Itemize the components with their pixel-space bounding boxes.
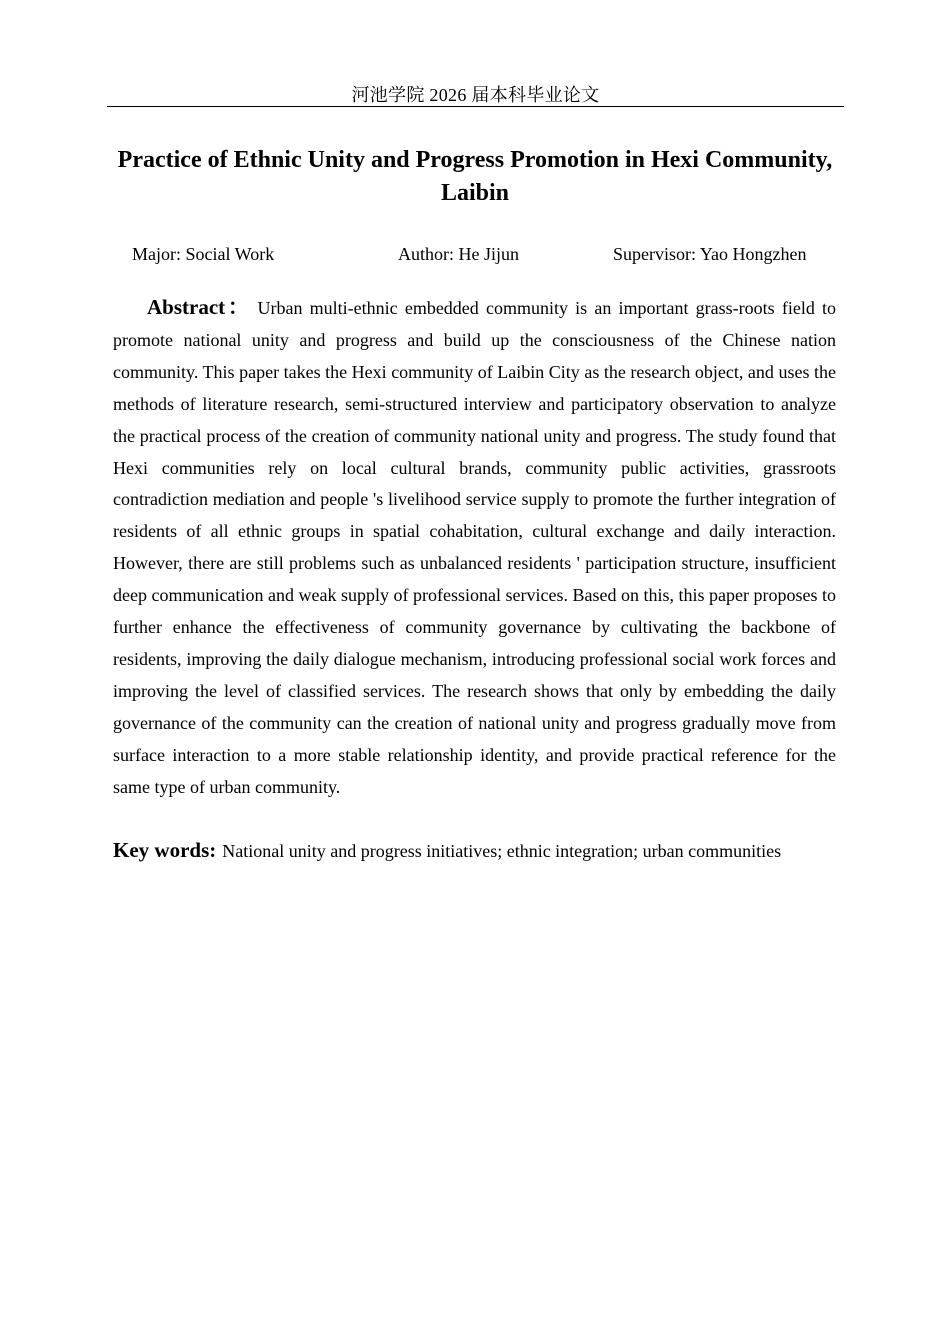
supervisor-line: Supervisor: Yao Hongzhen xyxy=(613,244,807,264)
running-header: 河池学院 2026 届本科毕业论文 xyxy=(351,85,600,105)
keywords-text: National unity and progress initiatives; ethnic integration; urban communities xyxy=(222,841,782,861)
abstract-text: Urban multi-ethnic embedded community is an important grass-roots field to promote national unity and progress and build up the consciousness of the Chinese nation community. This paper takes the Hexi community of Laibin City as the research object, and uses the methods of literature research, semi-structured interview and participatory observation to analyze the practical process of the creation of community national unity and progress. The study found that Hexi communities rely on local cultural brands, community public activities, grassroots contradiction mediation and people 's livelihood service supply to promote the further integration of residents of all ethnic groups in spatial cohabitation, cultural exchange and daily interaction. However, there are still problems such as unbalanced residents ' participation structure, insufficient deep communication and weak supply of professional services. Based on this, this paper proposes to further enhance the effectiveness of community governance by cultivating the backbone of residents, improving the daily dialogue mechanism, introducing professional social work forces and improving the level of classified services. The research shows that only by embedding the daily governance of the community can the creation of national unity and progress gradually move from surface interaction to a more stable relationship identity, and provide practical reference for the same type of urban community. xyxy=(113,298,836,797)
abstract-paragraph xyxy=(113,292,836,804)
major-line: Major: Social Work xyxy=(132,244,275,264)
header-rule xyxy=(107,106,844,107)
paper-title: Practice of Ethnic Unity and Progress Promotion in Hexi Community, Laibin xyxy=(117,147,833,206)
abstract-label: Abstract： xyxy=(147,295,252,319)
keywords-line xyxy=(113,834,843,867)
author-line: Author: He Jijun xyxy=(398,244,519,264)
keywords-label: Key words: xyxy=(113,838,217,862)
